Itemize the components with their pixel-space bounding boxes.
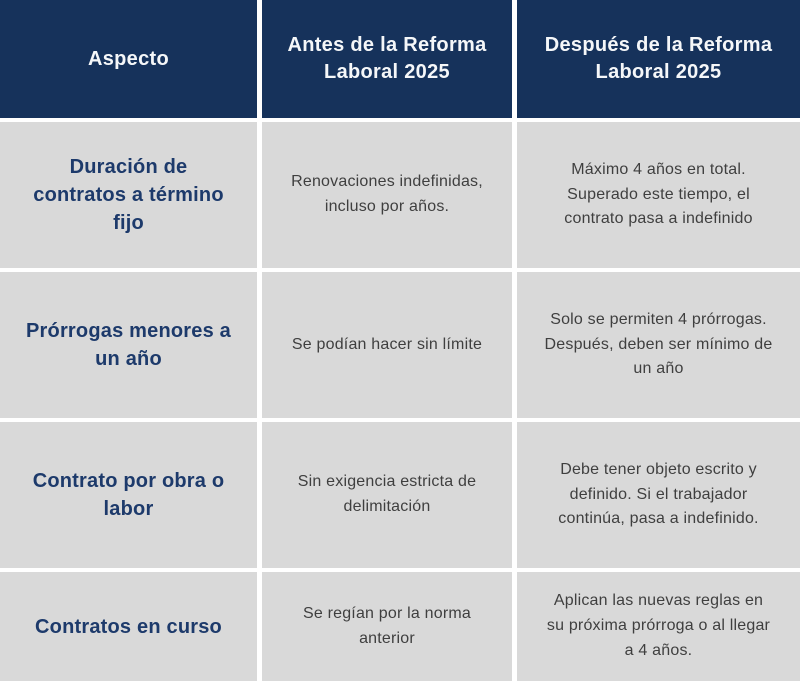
header-cell-aspecto [0, 0, 257, 118]
aspect-cell-prorrogas-menores [0, 272, 257, 418]
aspect-label: Contratos en curso [35, 615, 222, 638]
after-text: Máximo 4 años en total. Superado este tiempo, el contrato pasa a indefinido [564, 160, 753, 228]
header-cell-antes [262, 0, 512, 118]
after-cell-duracion-contratos [517, 122, 800, 268]
before-cell-duracion-contratos [262, 122, 512, 268]
before-text: Sin exigencia estricta de delimitación [297, 473, 477, 515]
before-text: Se podían hacer sin límite [291, 335, 483, 353]
before-text: Renovaciones indefinidas, incluso por años. [291, 173, 483, 215]
header-label-despues: Después de la Reforma Laboral 2025 [544, 34, 773, 83]
aspect-label: Contrato por obra o labor [32, 470, 225, 520]
after-cell-contratos-en-curso [517, 572, 800, 681]
before-cell-contrato-obra-labor [262, 422, 512, 568]
aspect-cell-duracion-contratos [0, 122, 257, 268]
header-label-aspecto: Aspecto [87, 47, 169, 70]
after-text: Debe tener objeto escrito y definido. Si el trabajador continúa, pasa a indefinido. [558, 460, 759, 528]
aspect-label: Duración de contratos a término fijo [33, 156, 224, 234]
aspect-cell-contratos-en-curso [0, 572, 257, 681]
header-cell-despues [517, 0, 800, 118]
before-cell-contratos-en-curso [262, 572, 512, 681]
after-text: Aplican las nuevas reglas en su próxima prórroga o al llegar a 4 años. [546, 592, 771, 659]
after-cell-contrato-obra-labor [517, 422, 800, 568]
aspect-label: Prórrogas menores a un año [26, 320, 231, 370]
after-text: Solo se permiten 4 prórrogas. Después, deben ser mínimo de un año [544, 310, 773, 378]
header-label-antes: Antes de la Reforma Laboral 2025 [287, 34, 487, 83]
aspect-cell-contrato-obra-labor [0, 422, 257, 568]
after-cell-prorrogas-menores [517, 272, 800, 418]
before-text: Se regían por la norma anterior [302, 604, 472, 647]
before-cell-prorrogas-menores [262, 272, 512, 418]
